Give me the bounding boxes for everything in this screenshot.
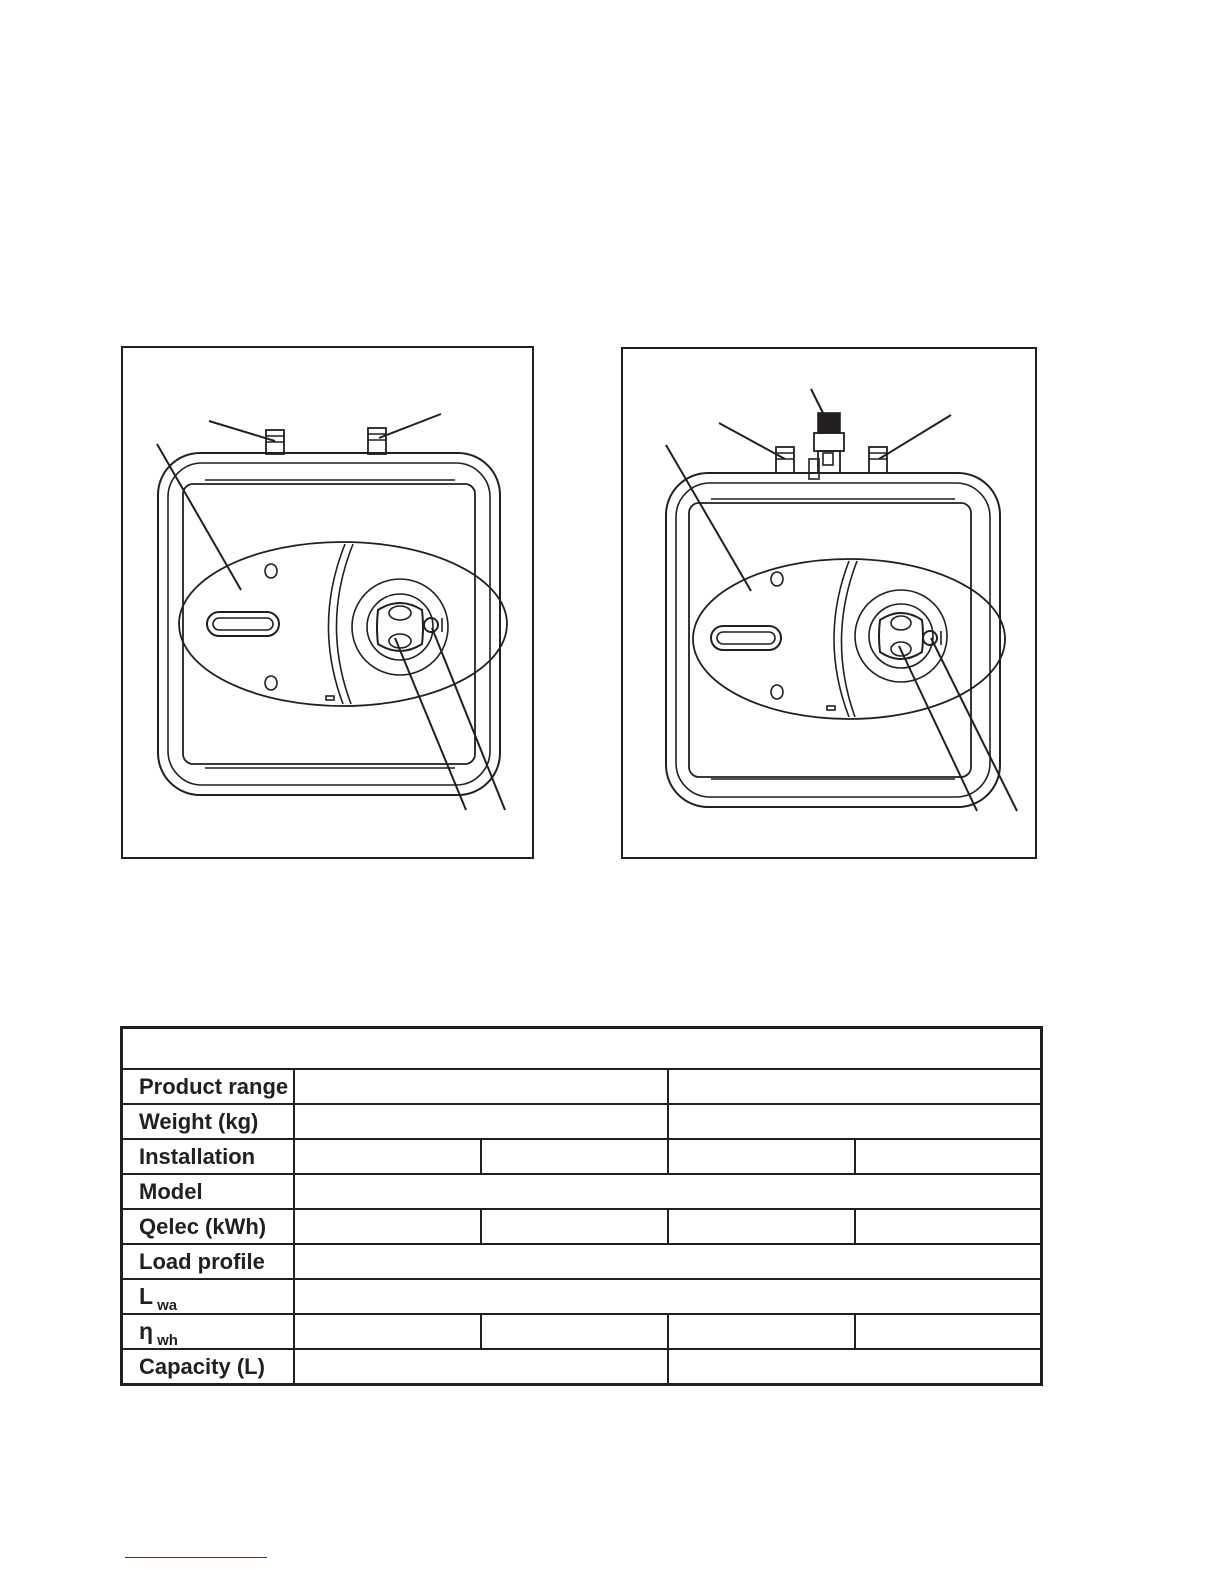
row-label [122, 1314, 294, 1349]
value-cell [294, 1349, 668, 1385]
table-row [122, 1244, 1042, 1279]
row-label: Weight (kg) [122, 1104, 294, 1139]
value-cell [294, 1174, 1042, 1209]
row-label: Product range [122, 1069, 294, 1104]
row-label: Capacity (L) [122, 1349, 294, 1385]
table-row [122, 1279, 1042, 1314]
value-cell [668, 1314, 855, 1349]
value-cell [668, 1349, 1042, 1385]
row-label [122, 1279, 294, 1314]
label-symbol: L [139, 1283, 154, 1309]
value-cell [294, 1104, 668, 1139]
heater-illustration [123, 348, 536, 861]
label-subscript: wh [157, 1332, 178, 1349]
table-row [122, 1314, 1042, 1349]
table-row [122, 1209, 1042, 1244]
table-row [122, 1069, 1042, 1104]
value-cell [294, 1139, 481, 1174]
value-cell [481, 1209, 668, 1244]
row-label: Qelec (kWh) [122, 1209, 294, 1244]
value-cell [668, 1139, 855, 1174]
value-cell [294, 1244, 1042, 1279]
value-cell [855, 1139, 1042, 1174]
figure-heater-two-pipes [121, 346, 534, 859]
heater-valve-illustration [623, 349, 1039, 861]
footer-rule [125, 1557, 267, 1558]
row-label: Installation [122, 1139, 294, 1174]
value-cell [668, 1104, 1042, 1139]
table-row [122, 1104, 1042, 1139]
row-label: Load profile [122, 1244, 294, 1279]
spec-table [120, 1026, 1043, 1386]
value-cell [668, 1209, 855, 1244]
label-symbol: η [139, 1318, 154, 1344]
table-row [122, 1349, 1042, 1385]
value-cell [668, 1069, 1042, 1104]
value-cell [855, 1209, 1042, 1244]
value-cell [294, 1314, 481, 1349]
label-subscript: wa [157, 1297, 178, 1314]
value-cell [481, 1139, 668, 1174]
value-cell [294, 1069, 668, 1104]
value-cell [294, 1209, 481, 1244]
value-cell [294, 1279, 1042, 1314]
row-label: Model [122, 1174, 294, 1209]
table-row [122, 1174, 1042, 1209]
table-header-row [122, 1028, 1042, 1070]
table-header-cell [122, 1028, 1042, 1070]
figure-heater-with-valve [621, 347, 1037, 859]
table-row [122, 1139, 1042, 1174]
value-cell [855, 1314, 1042, 1349]
value-cell [481, 1314, 668, 1349]
